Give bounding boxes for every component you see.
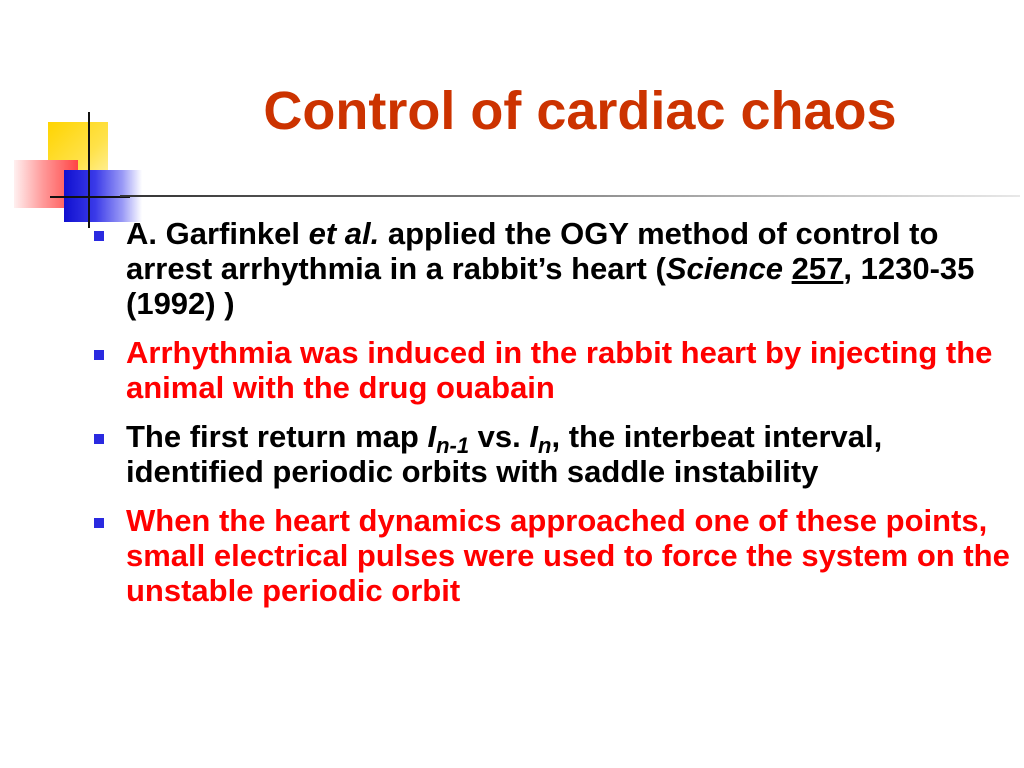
et-al-text: et al. [308, 216, 380, 251]
variable-i: I [427, 419, 437, 454]
bullet-text: A. Garfinkel [126, 216, 309, 251]
bullet-text: The first return map [126, 419, 428, 454]
bullet-marker-icon [94, 231, 104, 241]
subscript-n-minus-1: n-1 [436, 433, 470, 458]
decor-horizontal-line [50, 196, 130, 198]
bullet-item-garfinkel [90, 216, 1020, 321]
bullet-marker-icon [94, 434, 104, 444]
bullet-text: vs. [469, 419, 530, 454]
bullet-text: applied the OGY method of control to arrest arrhythmia in a rabbit’s heart ( [126, 216, 939, 286]
title-underline-rule [120, 195, 1020, 197]
bullet-text: , the interbeat interval, identified periodic orbits with saddle instability [126, 419, 883, 489]
bullet-item-return-map [90, 419, 1020, 489]
decor-vertical-line [88, 112, 90, 228]
bullet-list [90, 216, 1020, 622]
citation-text: , 1230-35 (1992) ) [126, 251, 975, 321]
variable-i: I [529, 419, 539, 454]
bullet-item-control-pulses [90, 503, 1020, 608]
subscript-n: n [538, 433, 552, 458]
bullet-text: When the heart dynamics approached one of these points, small electrical pulses were used to force the system on the unstable periodic orbit [126, 503, 1010, 608]
journal-volume: 257 [791, 251, 844, 286]
journal-name: Science [665, 251, 784, 286]
bullet-marker-icon [94, 518, 104, 528]
bullet-item-arrhythmia [90, 335, 1020, 405]
bullet-text: Arrhythmia was induced in the rabbit heart by injecting the animal with the drug ouabain [126, 335, 993, 405]
slide-title: Control of cardiac chaos [263, 81, 897, 141]
bullet-marker-icon [94, 350, 104, 360]
bullet-text-space [783, 251, 792, 286]
